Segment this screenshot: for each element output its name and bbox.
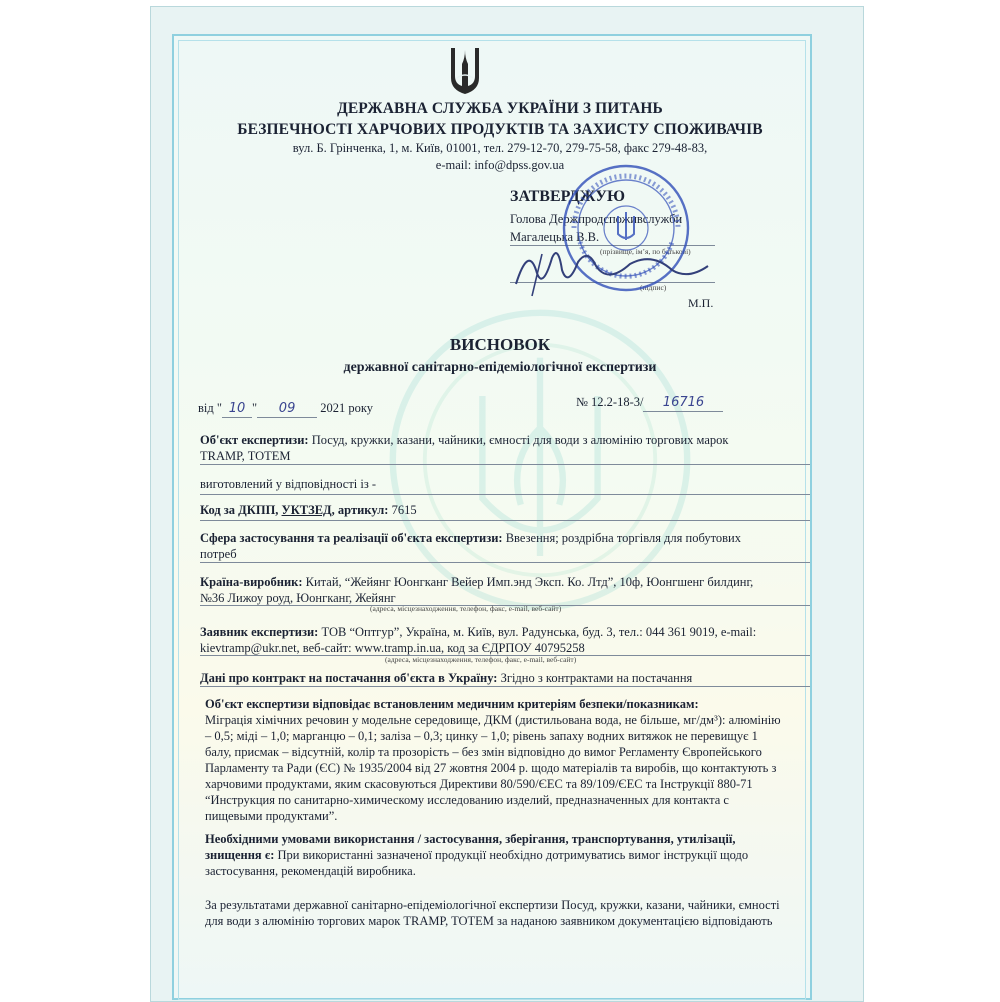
application-sphere: Сфера застосування та реалізації об'єкта експертизи: Ввезення; роздрібна торгівля для побутових: [200, 531, 741, 545]
criteria-line-1: Міграція хімічних речовин у модельне середовище, ДКМ (дистильована вода, не більше, мг/дм³): алюмінію: [205, 713, 781, 727]
document-date: від " 10 " 09 2021 року: [198, 401, 373, 416]
address-hint: (адреса, місцезнаходження, телефон, факс, e-mail, веб-сайт): [370, 604, 562, 613]
agency-title-line1: ДЕРЖАВНА СЛУЖБА УКРАЇНИ З ПИТАНЬ: [337, 100, 663, 117]
signature-hint: (підпис): [640, 283, 667, 292]
criteria-line-5: харчовими продуктами, яким скасовуються Директиви 80/590/ЄЕС та 89/109/ЄЕС та Інструкції 880-71: [205, 777, 753, 791]
trident-icon: [448, 44, 482, 98]
document-number: № 12.2-18-3/ 16716: [576, 394, 723, 412]
conditions-heading: Необхідними умовами використання / застосування, зберігання, транспортування, утилізації,: [205, 832, 736, 846]
criteria-line-2: – 0,5; міді – 1,0; марганцю – 0,1; заліза – 0,3; цинку – 1,0; рівень запаху водних витяжок не перевищує 1: [205, 729, 758, 743]
conditions-text: знищення є: При використанні зазначеної продукції необхідно дотримуватись вимог інструкції щодо: [205, 848, 749, 862]
object-of-expertise: Об'єкт експертизи: Посуд, кружки, казани, чайники, ємності для води з алюмінію торгових марок: [200, 433, 729, 447]
made-according: виготовлений у відповідності із -: [200, 477, 377, 491]
manufacturer-address: №36 Лижоу роуд, Юонгканг, Жейянг: [200, 591, 396, 605]
applicant: Заявник експертизи: ТОВ “Оптгур”, Україна, м. Київ, вул. Радунська, буд. 3, тел.: 044 361 9019, e-mail:: [200, 625, 757, 639]
conditions-text-2: застосування, рекомендацій виробника.: [205, 864, 416, 878]
approval-heading: ЗАТВЕРДЖУЮ: [510, 188, 626, 205]
name-hint: (прізвище, ім’я, по батькові): [600, 247, 691, 256]
criteria-line-6: “Инструкция по санитарно-химическому исследованию изделий, предназначенных для контакта с: [205, 793, 729, 807]
document-subtitle: державної санітарно-епідеміологічної експертизи: [343, 360, 657, 375]
results-line-2: для води з алюмінію торгових марок TRAMP, TOTEM за наданою заявником документацією відповідають: [205, 914, 773, 928]
criteria-line-7: пищевыми продуктами”.: [205, 809, 338, 823]
approval-position: Голова Держпродспоживслужби: [510, 212, 683, 226]
signature: [512, 240, 712, 300]
product-code: Код за ДКПП, УКТЗЕД, артикул: 7615: [200, 503, 417, 517]
agency-address: вул. Б. Грінченка, 1, м. Київ, 01001, тел. 279-12-70, 279-75-58, факс 279-48-83,: [292, 141, 708, 155]
applicant-contacts: kievtramp@ukr.net, веб-сайт: www.tramp.in.ua, код за ЄДРПОУ 40795258: [200, 641, 585, 655]
address-hint-2: (адреса, місцезнаходження, телефон, факс, e-mail, веб-сайт): [385, 655, 577, 664]
document-title: ВИСНОВОК: [449, 335, 551, 354]
agency-title-line2: БЕЗПЕЧНОСТІ ХАРЧОВИХ ПРОДУКТІВ ТА ЗАХИСТУ СПОЖИВАЧІВ: [237, 121, 763, 138]
manufacturer-country: Країна-виробник: Китай, “Жейянг Юонгканг Вейер Имп.энд Эксп. Ко. Лтд”, 10ф, Юонгшенг билдинг,: [200, 575, 754, 589]
agency-email: e-mail: info@dpss.gov.ua: [435, 158, 565, 172]
supply-contract: Дані про контракт на постачання об'єкта в Україну: Згідно з контрактами на постачання: [200, 671, 693, 685]
results-line-1: За результатами державної санітарно-епідеміологічної експертизи Посуд, кружки, казани, чайники, ємності: [205, 898, 780, 912]
object-brands: TRAMP, TOTEM: [200, 449, 291, 463]
criteria-heading: Об'єкт експертизи відповідає встановленим медичним критеріям безпеки/показникам:: [205, 697, 699, 711]
criteria-line-4: Парламенту та Ради (ЄС) № 1935/2004 від 27 жовтня 2004 р. щодо матеріалів та виробів, що контактують з: [205, 761, 777, 775]
approval-name: Магалецька В.В.: [510, 230, 600, 244]
application-sphere-cont: потреб: [200, 547, 237, 561]
stamp-place-label: М.П.: [688, 296, 714, 310]
criteria-line-3: балу, присмак – відсутній, колір та прозорість – без змін відповідно до вимог Регламенту Європейського: [205, 745, 762, 759]
